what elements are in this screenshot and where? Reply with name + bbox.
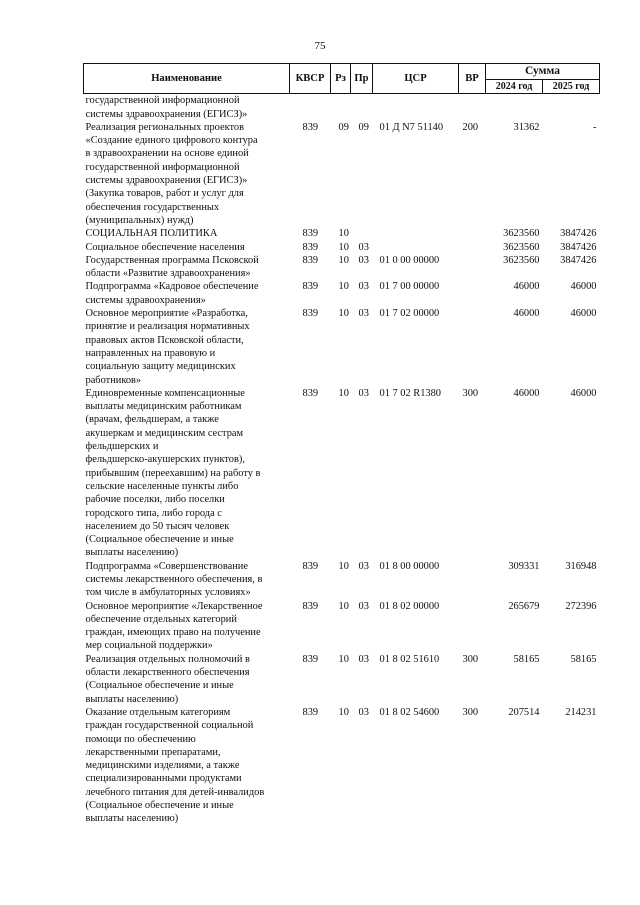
row-vr [459, 94, 486, 121]
row-vr [459, 254, 486, 281]
table-row [84, 280, 600, 307]
row-csr: 01 7 00 00000 [379, 281, 440, 293]
table-row [84, 706, 600, 826]
row-name: Основное мероприятие «Разработка, принятие и реализация нормативных правовых актов Псковской области, направленных на правовую и социальную защиту медицинских работников» [85, 308, 250, 386]
row-kvsr: 839 [302, 653, 319, 665]
row-kvsr: 839 [302, 281, 319, 293]
table-row [84, 121, 600, 227]
table-row [84, 653, 600, 706]
table-row [84, 307, 600, 387]
row-sum-2025: 316948 [565, 560, 597, 572]
row-sum-2024: 265679 [508, 600, 540, 612]
row-kvsr: 839 [302, 241, 319, 253]
row-sum-2025: - [593, 121, 597, 133]
row-csr: 01 8 02 00000 [379, 600, 440, 612]
row-vr: 200 [462, 121, 479, 133]
row-sum-2024: 46000 [513, 387, 540, 399]
row-vr [459, 227, 486, 240]
row-vr [459, 560, 486, 600]
page-number: 75 [314, 40, 326, 52]
row-sum-2025: 3847426 [560, 254, 597, 266]
row-vr [459, 280, 486, 307]
row-pr [351, 227, 373, 240]
row-sum-2025: 3847426 [560, 241, 597, 253]
row-name: Социальное обеспечение населения [85, 241, 245, 253]
row-name: Государственная программа Псковской области «Развитие здравоохранения» [85, 254, 259, 280]
row-rz: 10 [338, 560, 349, 572]
row-sum-2025: 46000 [570, 281, 597, 293]
row-vr [459, 600, 486, 653]
row-sum-2025: 3847426 [560, 228, 597, 240]
header-rz: Рз [331, 64, 351, 94]
row-csr: 01 Д N7 51140 [379, 121, 444, 133]
row-pr: 03 [358, 653, 369, 665]
row-sum-2024: 3623560 [503, 241, 540, 253]
row-rz: 10 [338, 281, 349, 293]
row-name: Единовременные компенсационные выплаты медицинским работникам (врачам, фельдшерам, а также акушеркам и медицинским сестрам фельдшерских и фельдшерско-акушерских пунктов), прибывшим (переехавшим) на работу в сельские населенные пункты либо рабочие поселки, либо поселки городского типа, либо города с населением до 50 тысяч человек (Социальное обеспечение и иные выплаты населению) [85, 387, 261, 559]
row-pr: 03 [358, 706, 369, 718]
row-name: государственной информационной системы здравоохранения (ЕГИСЗ)» [85, 95, 248, 120]
row-name: СОЦИАЛЬНАЯ ПОЛИТИКА [85, 228, 218, 240]
table-row [84, 94, 600, 121]
row-csr: 01 7 02 R1380 [379, 387, 441, 399]
row-name: Основное мероприятие «Лекарственное обеспечение отдельных категорий граждан, имеющих право на получение мер социальной поддержки» [85, 600, 263, 652]
row-kvsr: 839 [302, 228, 319, 240]
row-pr [351, 94, 373, 121]
row-pr: 03 [358, 241, 369, 253]
row-csr: 01 0 00 00000 [379, 254, 440, 266]
row-kvsr: 839 [302, 600, 319, 612]
row-pr: 03 [358, 308, 369, 320]
row-rz: 09 [338, 121, 349, 133]
table-row [84, 241, 600, 254]
row-pr: 03 [358, 600, 369, 612]
row-vr [459, 241, 486, 254]
row-rz [331, 94, 351, 121]
row-csr: 01 8 02 54600 [379, 706, 440, 718]
row-pr: 03 [358, 254, 369, 266]
row-pr: 03 [358, 281, 369, 293]
row-rz: 10 [338, 706, 349, 718]
row-name: Оказание отдельным категориям граждан государственной социальной помощи по обеспечению лекарственными препаратами, медицинскими изделиями, а также специализированными продуктами лечебного питания для детей-инвалидов (Социальное обеспечение и иные выплаты населению) [85, 706, 265, 825]
row-name: Реализация отдельных полномочий в области лекарственного обеспечения (Социальное обеспечение и иные выплаты населению) [85, 653, 250, 705]
row-sum-2024: 309331 [508, 560, 540, 572]
header-name: Наименование [84, 64, 290, 94]
row-sum-2025: 46000 [570, 308, 597, 320]
row-name: Реализация региональных проектов «Создание единого цифрового контура в здравоохранении на основе единой государственной информационной системы здравоохранения (ЕГИСЗ)» (Закупка товаров, работ и услуг для обеспечения государственных (муниципальных) нужд) [85, 121, 258, 226]
header-year-2025: 2025 год [543, 80, 600, 94]
row-rz: 10 [338, 228, 349, 240]
row-rz: 10 [338, 653, 349, 665]
row-pr: 03 [358, 560, 369, 572]
row-sum-2024: 3623560 [503, 254, 540, 266]
row-kvsr: 839 [302, 560, 319, 572]
row-vr: 300 [462, 706, 479, 718]
row-sum-2024 [486, 94, 543, 121]
row-sum-2025 [543, 94, 600, 121]
row-sum-2025: 46000 [570, 387, 597, 399]
row-kvsr: 839 [302, 308, 319, 320]
table-body [84, 94, 600, 826]
table-row [84, 387, 600, 560]
row-csr [373, 241, 459, 254]
header-vr: ВР [459, 64, 486, 94]
row-sum-2025: 214231 [565, 706, 597, 718]
row-vr [459, 307, 486, 387]
header-kvsr: КВСР [290, 64, 331, 94]
row-sum-2024: 46000 [513, 281, 540, 293]
row-kvsr: 839 [302, 254, 319, 266]
row-rz: 10 [338, 254, 349, 266]
table-row [84, 254, 600, 281]
row-kvsr [290, 94, 331, 121]
row-vr: 300 [462, 387, 479, 399]
row-csr: 01 8 00 00000 [379, 560, 440, 572]
budget-table [83, 63, 600, 826]
header-year-2024: 2024 год [486, 80, 543, 94]
row-pr: 09 [358, 121, 369, 133]
header-sum: Сумма [486, 64, 600, 80]
row-rz: 10 [338, 308, 349, 320]
row-csr: 01 8 02 51610 [379, 653, 440, 665]
row-sum-2024: 207514 [508, 706, 540, 718]
row-name: Подпрограмма «Кадровое обеспечение системы здравоохранения» [85, 281, 259, 306]
row-rz: 10 [338, 241, 349, 253]
row-csr [373, 94, 459, 121]
row-sum-2024: 3623560 [503, 228, 540, 240]
table-header [84, 64, 600, 94]
header-csr: ЦСР [373, 64, 459, 94]
header-pr: Пр [351, 64, 373, 94]
row-csr: 01 7 02 00000 [379, 308, 440, 320]
row-csr [373, 227, 459, 240]
row-sum-2024: 58165 [513, 653, 540, 665]
row-sum-2025: 272396 [565, 600, 597, 612]
row-vr: 300 [462, 653, 479, 665]
table-row [84, 560, 600, 600]
row-name: Подпрограмма «Совершенствование системы лекарственного обеспечения, в том числе в амбулаторных условиях» [85, 560, 263, 599]
row-pr: 03 [358, 387, 369, 399]
row-kvsr: 839 [302, 706, 319, 718]
row-kvsr: 839 [302, 387, 319, 399]
row-sum-2024: 31362 [513, 121, 540, 133]
row-kvsr: 839 [302, 121, 319, 133]
table-row [84, 227, 600, 240]
row-sum-2024: 46000 [513, 308, 540, 320]
row-rz: 10 [338, 387, 349, 399]
row-sum-2025: 58165 [570, 653, 597, 665]
row-rz: 10 [338, 600, 349, 612]
table-row [84, 600, 600, 653]
